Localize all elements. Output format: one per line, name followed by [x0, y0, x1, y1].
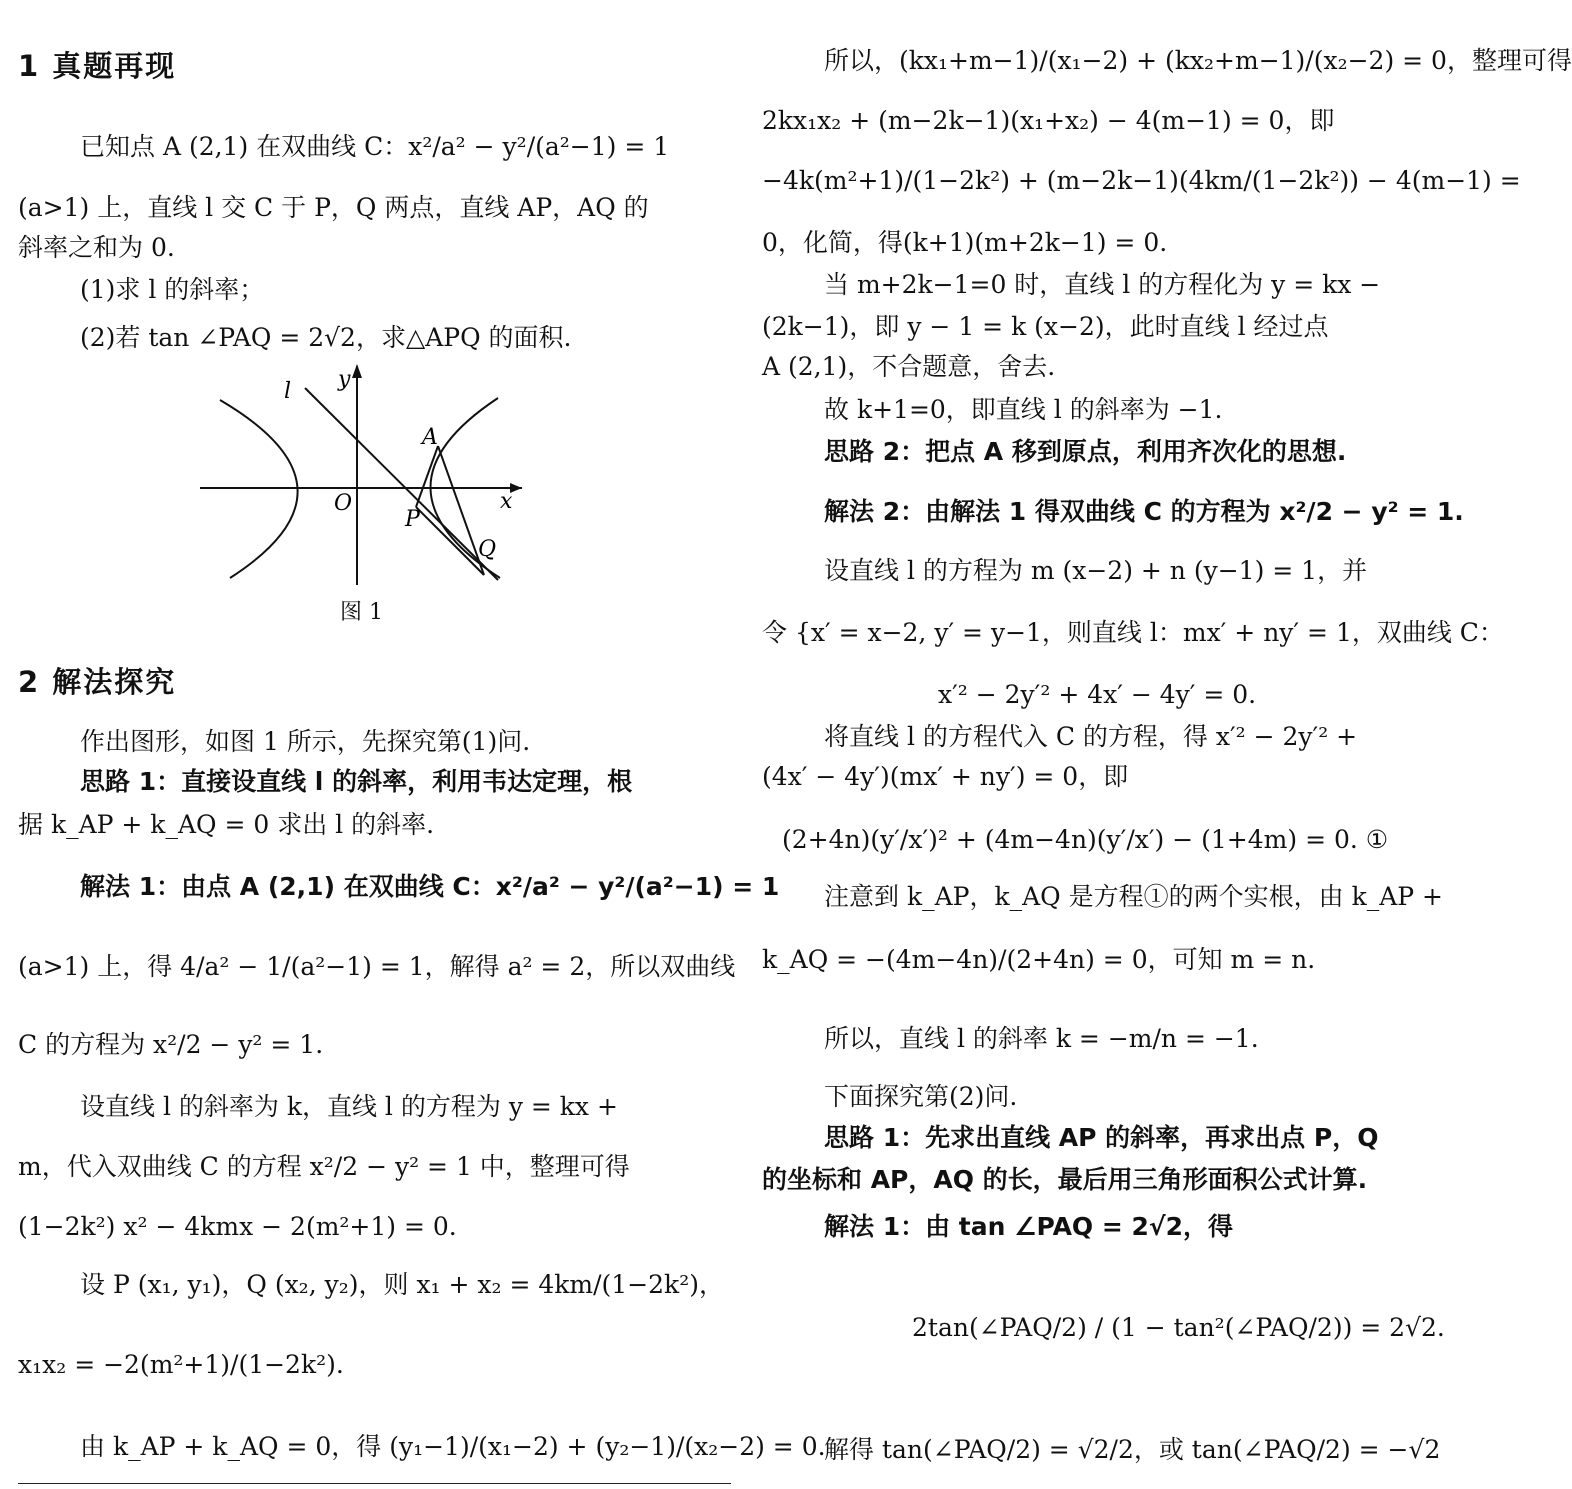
- label-l: l: [284, 379, 292, 404]
- body-line: (4x′ − 4y′)(mx′ + ny′) = 0，即: [762, 762, 1129, 791]
- body-line: 作出图形，如图 1 所示，先探究第(1)问.: [80, 727, 531, 756]
- label-y: y: [338, 367, 351, 392]
- label-x: x: [500, 489, 513, 514]
- body-line: 故 k+1=0，即直线 l 的斜率为 −1.: [824, 395, 1223, 424]
- formula-line: 2tan(∠PAQ/2) / (1 − tan²(∠PAQ/2)) = 2√2.: [912, 1313, 1445, 1342]
- figure-caption: 图 1: [340, 600, 383, 625]
- body-line: (2k−1)，即 y − 1 = k (x−2)，此时直线 l 经过点: [762, 312, 1329, 341]
- section2-title: 2 解法探究: [18, 665, 177, 699]
- body-line: C 的方程为 x²/2 − y² = 1.: [18, 1030, 324, 1059]
- body-line: −4k(m²+1)/(1−2k²) + (m−2k−1)(4km/(1−2k²)) − 4(m−1) =: [762, 166, 1521, 195]
- body-line: 设 P (x₁, y₁)，Q (x₂, y₂)，则 x₁ + x₂ = 4km/(1−2k²)，: [80, 1270, 724, 1299]
- body-line: 思路 2：把点 A 移到原点，利用齐次化的思想.: [824, 437, 1347, 466]
- line-l: [305, 388, 498, 580]
- body-line: 所以，直线 l 的斜率 k = −m/n = −1.: [824, 1024, 1259, 1053]
- segment-AP: [416, 446, 438, 507]
- body-line: 据 k_AP + k_AQ = 0 求出 l 的斜率.: [18, 810, 435, 839]
- footnote-rule: [18, 1483, 731, 1484]
- body-line: k_AQ = −(4m−4n)/(2+4n) = 0，可知 m = n.: [762, 945, 1316, 974]
- label-O: O: [334, 491, 353, 516]
- body-line: 解法 1：由点 A (2,1) 在双曲线 C：x²/a² − y²/(a²−1) = 1: [80, 872, 780, 901]
- body-line: 设直线 l 的斜率为 k，直线 l 的方程为 y = kx +: [80, 1092, 618, 1121]
- body-line: (1−2k²) x² − 4kmx − 2(m²+1) = 0.: [18, 1212, 457, 1241]
- label-Q: Q: [478, 537, 497, 562]
- problem-line: (1)求 l 的斜率；: [80, 275, 265, 304]
- problem-line: (a>1) 上，直线 l 交 C 于 P，Q 两点，直线 AP，AQ 的: [18, 193, 649, 222]
- body-line: 2kx₁x₂ + (m−2k−1)(x₁+x₂) − 4(m−1) = 0，即: [762, 106, 1335, 135]
- problem-line: 已知点 A (2,1) 在双曲线 C：x²/a² − y²/(a²−1) = 1: [80, 132, 670, 161]
- body-line: 所以，(kx₁+m−1)/(x₁−2) + (kx₂+m−1)/(x₂−2) = 0，整理可得: [824, 46, 1572, 75]
- body-line: 注意到 k_AP，k_AQ 是方程①的两个实根，由 k_AP +: [824, 882, 1443, 911]
- body-line: 当 m+2k−1=0 时，直线 l 的方程化为 y = kx −: [824, 270, 1381, 299]
- section1-title: 1 真题再现: [18, 49, 177, 83]
- body-line: 解法 2：由解法 1 得双曲线 C 的方程为 x²/2 − y² = 1.: [824, 497, 1464, 526]
- body-line: 将直线 l 的方程代入 C 的方程，得 x′² − 2y′² +: [824, 722, 1358, 751]
- body-line: (a>1) 上，得 4/a² − 1/(a²−1) = 1，解得 a² = 2，所以双曲线: [18, 952, 736, 981]
- problem-line: (2)若 tan ∠PAQ = 2√2，求△APQ 的面积.: [80, 323, 572, 352]
- y-axis-arrow: [352, 364, 362, 378]
- body-line: 设直线 l 的方程为 m (x−2) + n (y−1) = 1，并: [824, 556, 1368, 585]
- problem-line: 斜率之和为 0.: [18, 233, 175, 262]
- body-line: (2+4n)(y′/x′)² + (4m−4n)(y′/x′) − (1+4m) = 0. ①: [782, 825, 1389, 854]
- body-line: 0，化简，得(k+1)(m+2k−1) = 0.: [762, 228, 1168, 257]
- body-line: 下面探究第(2)问.: [824, 1082, 1018, 1111]
- body-line: 由 k_AP + k_AQ = 0，得 (y₁−1)/(x₁−2) + (y₂−1)/(x₂−2) = 0.: [80, 1432, 826, 1461]
- body-line: 思路 1：直接设直线 l 的斜率，利用韦达定理，根: [80, 767, 633, 796]
- label-P: P: [405, 507, 420, 532]
- body-line: 解法 1：由 tan ∠PAQ = 2√2，得: [824, 1212, 1233, 1241]
- segment-PQ: [416, 507, 484, 575]
- body-line: x₁x₂ = −2(m²+1)/(1−2k²).: [18, 1350, 344, 1379]
- body-line: 解得 tan(∠PAQ/2) = √2/2，或 tan(∠PAQ/2) = −√2: [824, 1435, 1441, 1464]
- body-line: x′² − 2y′² + 4x′ − 4y′ = 0.: [938, 680, 1257, 709]
- hyperbola-figure: [180, 360, 530, 590]
- body-line: A (2,1)，不合题意，舍去.: [762, 352, 1056, 381]
- body-line: 令 {x′ = x−2, y′ = y−1，则直线 l：mx′ + ny′ = 1，双曲线 C：: [762, 618, 1504, 647]
- label-A: A: [422, 425, 438, 450]
- body-line: 思路 1：先求出直线 AP 的斜率，再求出点 P，Q: [824, 1123, 1379, 1152]
- body-line: m，代入双曲线 C 的方程 x²/2 − y² = 1 中，整理可得: [18, 1152, 630, 1181]
- body-line: 的坐标和 AP，AQ 的长，最后用三角形面积公式计算.: [762, 1165, 1368, 1194]
